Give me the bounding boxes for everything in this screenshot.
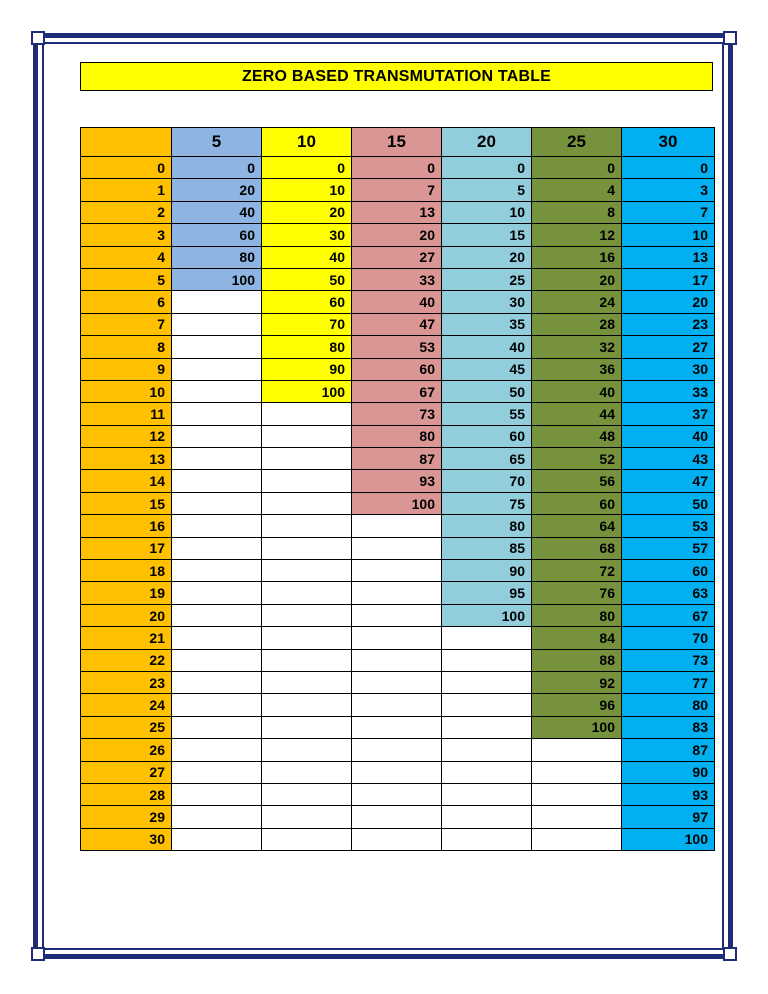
value-cell: 100 — [352, 492, 442, 514]
empty-cell — [352, 671, 442, 693]
table-row — [81, 380, 715, 402]
empty-cell — [442, 716, 532, 738]
value-cell: 83 — [622, 716, 715, 738]
value-cell: 76 — [532, 582, 622, 604]
row-label: 19 — [81, 582, 172, 604]
empty-cell — [172, 627, 262, 649]
empty-cell — [262, 806, 352, 828]
value-cell: 33 — [352, 268, 442, 290]
value-cell: 95 — [442, 582, 532, 604]
empty-cell — [262, 716, 352, 738]
row-label: 2 — [81, 201, 172, 223]
value-cell: 40 — [262, 246, 352, 268]
column-header-4: 25 — [532, 128, 622, 157]
empty-cell — [352, 761, 442, 783]
row-label: 16 — [81, 515, 172, 537]
value-cell: 90 — [442, 560, 532, 582]
column-header-5: 30 — [622, 128, 715, 157]
empty-cell — [442, 627, 532, 649]
value-cell: 40 — [352, 291, 442, 313]
empty-cell — [262, 783, 352, 805]
empty-cell — [442, 694, 532, 716]
empty-cell — [172, 649, 262, 671]
value-cell: 24 — [532, 291, 622, 313]
empty-cell — [172, 403, 262, 425]
value-cell: 0 — [352, 157, 442, 179]
value-cell: 53 — [622, 515, 715, 537]
row-label: 6 — [81, 291, 172, 313]
empty-cell — [262, 828, 352, 850]
empty-cell — [532, 761, 622, 783]
empty-cell — [172, 560, 262, 582]
row-label: 18 — [81, 560, 172, 582]
value-cell: 10 — [262, 179, 352, 201]
empty-cell — [262, 604, 352, 626]
value-cell: 28 — [532, 313, 622, 335]
empty-cell — [262, 403, 352, 425]
value-cell: 57 — [622, 537, 715, 559]
empty-cell — [442, 761, 532, 783]
value-cell: 13 — [352, 201, 442, 223]
empty-cell — [172, 716, 262, 738]
empty-cell — [352, 828, 442, 850]
value-cell: 64 — [532, 515, 622, 537]
empty-cell — [352, 560, 442, 582]
empty-cell — [172, 380, 262, 402]
empty-cell — [262, 515, 352, 537]
table-row — [81, 268, 715, 290]
value-cell: 30 — [622, 358, 715, 380]
empty-cell — [352, 694, 442, 716]
value-cell: 75 — [442, 492, 532, 514]
value-cell: 72 — [532, 560, 622, 582]
empty-cell — [262, 582, 352, 604]
value-cell: 100 — [622, 828, 715, 850]
value-cell: 44 — [532, 403, 622, 425]
value-cell: 20 — [352, 224, 442, 246]
empty-cell — [352, 627, 442, 649]
value-cell: 53 — [352, 336, 442, 358]
table-row — [81, 201, 715, 223]
header-corner-cell — [81, 128, 172, 157]
value-cell: 25 — [442, 268, 532, 290]
value-cell: 100 — [532, 716, 622, 738]
value-cell: 56 — [532, 470, 622, 492]
row-label: 29 — [81, 806, 172, 828]
table-row — [81, 515, 715, 537]
table-row — [81, 179, 715, 201]
corner-ornament-bottom-right — [723, 947, 737, 961]
row-label: 1 — [81, 179, 172, 201]
value-cell: 60 — [442, 425, 532, 447]
empty-cell — [172, 604, 262, 626]
value-cell: 93 — [352, 470, 442, 492]
value-cell: 47 — [622, 470, 715, 492]
table-row — [81, 470, 715, 492]
empty-cell — [172, 336, 262, 358]
value-cell: 87 — [352, 448, 442, 470]
table-row — [81, 537, 715, 559]
row-label: 15 — [81, 492, 172, 514]
value-cell: 48 — [532, 425, 622, 447]
row-label: 11 — [81, 403, 172, 425]
value-cell: 92 — [532, 671, 622, 693]
empty-cell — [352, 604, 442, 626]
column-header-2: 15 — [352, 128, 442, 157]
value-cell: 43 — [622, 448, 715, 470]
value-cell: 20 — [442, 246, 532, 268]
value-cell: 0 — [622, 157, 715, 179]
row-label: 20 — [81, 604, 172, 626]
empty-cell — [532, 783, 622, 805]
value-cell: 100 — [172, 268, 262, 290]
table-row — [81, 649, 715, 671]
value-cell: 0 — [532, 157, 622, 179]
value-cell: 20 — [262, 201, 352, 223]
empty-cell — [172, 582, 262, 604]
table-row — [81, 739, 715, 761]
row-label: 30 — [81, 828, 172, 850]
row-label: 5 — [81, 268, 172, 290]
value-cell: 80 — [262, 336, 352, 358]
value-cell: 17 — [622, 268, 715, 290]
value-cell: 50 — [262, 268, 352, 290]
value-cell: 60 — [352, 358, 442, 380]
empty-cell — [352, 806, 442, 828]
value-cell: 70 — [262, 313, 352, 335]
corner-ornament-top-right — [723, 31, 737, 45]
row-label: 9 — [81, 358, 172, 380]
value-cell: 36 — [532, 358, 622, 380]
empty-cell — [172, 783, 262, 805]
value-cell: 7 — [622, 201, 715, 223]
table-row — [81, 224, 715, 246]
value-cell: 80 — [442, 515, 532, 537]
value-cell: 16 — [532, 246, 622, 268]
empty-cell — [352, 515, 442, 537]
empty-cell — [172, 739, 262, 761]
empty-cell — [172, 806, 262, 828]
value-cell: 50 — [622, 492, 715, 514]
row-label: 10 — [81, 380, 172, 402]
row-label: 12 — [81, 425, 172, 447]
empty-cell — [172, 761, 262, 783]
empty-cell — [172, 425, 262, 447]
empty-cell — [172, 828, 262, 850]
table-row — [81, 358, 715, 380]
table-row — [81, 806, 715, 828]
value-cell: 93 — [622, 783, 715, 805]
empty-cell — [352, 537, 442, 559]
value-cell: 5 — [442, 179, 532, 201]
row-label: 8 — [81, 336, 172, 358]
value-cell: 3 — [622, 179, 715, 201]
value-cell: 13 — [622, 246, 715, 268]
table-row — [81, 246, 715, 268]
empty-cell — [262, 560, 352, 582]
empty-cell — [532, 739, 622, 761]
value-cell: 80 — [172, 246, 262, 268]
value-cell: 90 — [622, 761, 715, 783]
row-label: 13 — [81, 448, 172, 470]
table-row — [81, 425, 715, 447]
value-cell: 40 — [532, 380, 622, 402]
empty-cell — [352, 783, 442, 805]
row-label: 23 — [81, 671, 172, 693]
corner-ornament-bottom-left — [31, 947, 45, 961]
table-row — [81, 582, 715, 604]
table-row — [81, 560, 715, 582]
value-cell: 0 — [262, 157, 352, 179]
empty-cell — [262, 537, 352, 559]
empty-cell — [352, 716, 442, 738]
value-cell: 8 — [532, 201, 622, 223]
value-cell: 60 — [532, 492, 622, 514]
value-cell: 87 — [622, 739, 715, 761]
empty-cell — [262, 649, 352, 671]
value-cell: 23 — [622, 313, 715, 335]
row-label: 28 — [81, 783, 172, 805]
value-cell: 77 — [622, 671, 715, 693]
value-cell: 67 — [352, 380, 442, 402]
empty-cell — [172, 671, 262, 693]
value-cell: 47 — [352, 313, 442, 335]
row-label: 27 — [81, 761, 172, 783]
table-row — [81, 604, 715, 626]
empty-cell — [532, 806, 622, 828]
value-cell: 73 — [622, 649, 715, 671]
empty-cell — [442, 649, 532, 671]
row-label: 22 — [81, 649, 172, 671]
table-row — [81, 403, 715, 425]
value-cell: 70 — [442, 470, 532, 492]
table-row — [81, 157, 715, 179]
empty-cell — [172, 537, 262, 559]
value-cell: 15 — [442, 224, 532, 246]
empty-cell — [172, 694, 262, 716]
empty-cell — [442, 783, 532, 805]
empty-cell — [262, 627, 352, 649]
row-label: 21 — [81, 627, 172, 649]
table-row — [81, 716, 715, 738]
table-row — [81, 694, 715, 716]
empty-cell — [352, 649, 442, 671]
empty-cell — [262, 470, 352, 492]
table-row — [81, 336, 715, 358]
empty-cell — [172, 358, 262, 380]
value-cell: 35 — [442, 313, 532, 335]
row-label: 3 — [81, 224, 172, 246]
page-title: ZERO BASED TRANSMUTATION TABLE — [80, 62, 713, 91]
value-cell: 10 — [442, 201, 532, 223]
empty-cell — [262, 671, 352, 693]
table-row — [81, 291, 715, 313]
empty-cell — [442, 739, 532, 761]
empty-cell — [172, 515, 262, 537]
empty-cell — [442, 671, 532, 693]
value-cell: 45 — [442, 358, 532, 380]
value-cell: 27 — [352, 246, 442, 268]
value-cell: 90 — [262, 358, 352, 380]
value-cell: 100 — [442, 604, 532, 626]
empty-cell — [262, 739, 352, 761]
value-cell: 52 — [532, 448, 622, 470]
value-cell: 27 — [622, 336, 715, 358]
row-label: 17 — [81, 537, 172, 559]
transmutation-table — [80, 127, 715, 851]
value-cell: 96 — [532, 694, 622, 716]
empty-cell — [262, 492, 352, 514]
row-label: 26 — [81, 739, 172, 761]
value-cell: 40 — [622, 425, 715, 447]
row-label: 7 — [81, 313, 172, 335]
value-cell: 30 — [442, 291, 532, 313]
corner-ornament-top-left — [31, 31, 45, 45]
value-cell: 30 — [262, 224, 352, 246]
value-cell: 60 — [262, 291, 352, 313]
table-row — [81, 627, 715, 649]
value-cell: 73 — [352, 403, 442, 425]
empty-cell — [532, 828, 622, 850]
value-cell: 63 — [622, 582, 715, 604]
value-cell: 32 — [532, 336, 622, 358]
empty-cell — [352, 582, 442, 604]
table-header-row — [81, 128, 715, 157]
column-header-1: 10 — [262, 128, 352, 157]
value-cell: 10 — [622, 224, 715, 246]
value-cell: 97 — [622, 806, 715, 828]
value-cell: 4 — [532, 179, 622, 201]
value-cell: 33 — [622, 380, 715, 402]
value-cell: 80 — [532, 604, 622, 626]
value-cell: 85 — [442, 537, 532, 559]
empty-cell — [262, 694, 352, 716]
value-cell: 80 — [622, 694, 715, 716]
empty-cell — [172, 492, 262, 514]
empty-cell — [172, 448, 262, 470]
table-row — [81, 761, 715, 783]
value-cell: 67 — [622, 604, 715, 626]
value-cell: 65 — [442, 448, 532, 470]
value-cell: 7 — [352, 179, 442, 201]
row-label: 24 — [81, 694, 172, 716]
value-cell: 20 — [532, 268, 622, 290]
value-cell: 68 — [532, 537, 622, 559]
value-cell: 55 — [442, 403, 532, 425]
empty-cell — [262, 425, 352, 447]
row-label: 4 — [81, 246, 172, 268]
empty-cell — [442, 806, 532, 828]
table-row — [81, 671, 715, 693]
value-cell: 60 — [172, 224, 262, 246]
value-cell: 40 — [172, 201, 262, 223]
value-cell: 88 — [532, 649, 622, 671]
value-cell: 0 — [442, 157, 532, 179]
value-cell: 20 — [622, 291, 715, 313]
column-header-0: 5 — [172, 128, 262, 157]
empty-cell — [262, 448, 352, 470]
value-cell: 84 — [532, 627, 622, 649]
row-label: 25 — [81, 716, 172, 738]
table-row — [81, 783, 715, 805]
empty-cell — [172, 291, 262, 313]
column-header-3: 20 — [442, 128, 532, 157]
empty-cell — [262, 761, 352, 783]
value-cell: 12 — [532, 224, 622, 246]
value-cell: 70 — [622, 627, 715, 649]
row-label: 0 — [81, 157, 172, 179]
table-row — [81, 448, 715, 470]
value-cell: 80 — [352, 425, 442, 447]
empty-cell — [352, 739, 442, 761]
value-cell: 0 — [172, 157, 262, 179]
table-row — [81, 492, 715, 514]
value-cell: 37 — [622, 403, 715, 425]
value-cell: 100 — [262, 380, 352, 402]
table-row — [81, 828, 715, 850]
value-cell: 40 — [442, 336, 532, 358]
value-cell: 60 — [622, 560, 715, 582]
value-cell: 20 — [172, 179, 262, 201]
empty-cell — [172, 470, 262, 492]
row-label: 14 — [81, 470, 172, 492]
value-cell: 50 — [442, 380, 532, 402]
empty-cell — [172, 313, 262, 335]
table-row — [81, 313, 715, 335]
empty-cell — [442, 828, 532, 850]
